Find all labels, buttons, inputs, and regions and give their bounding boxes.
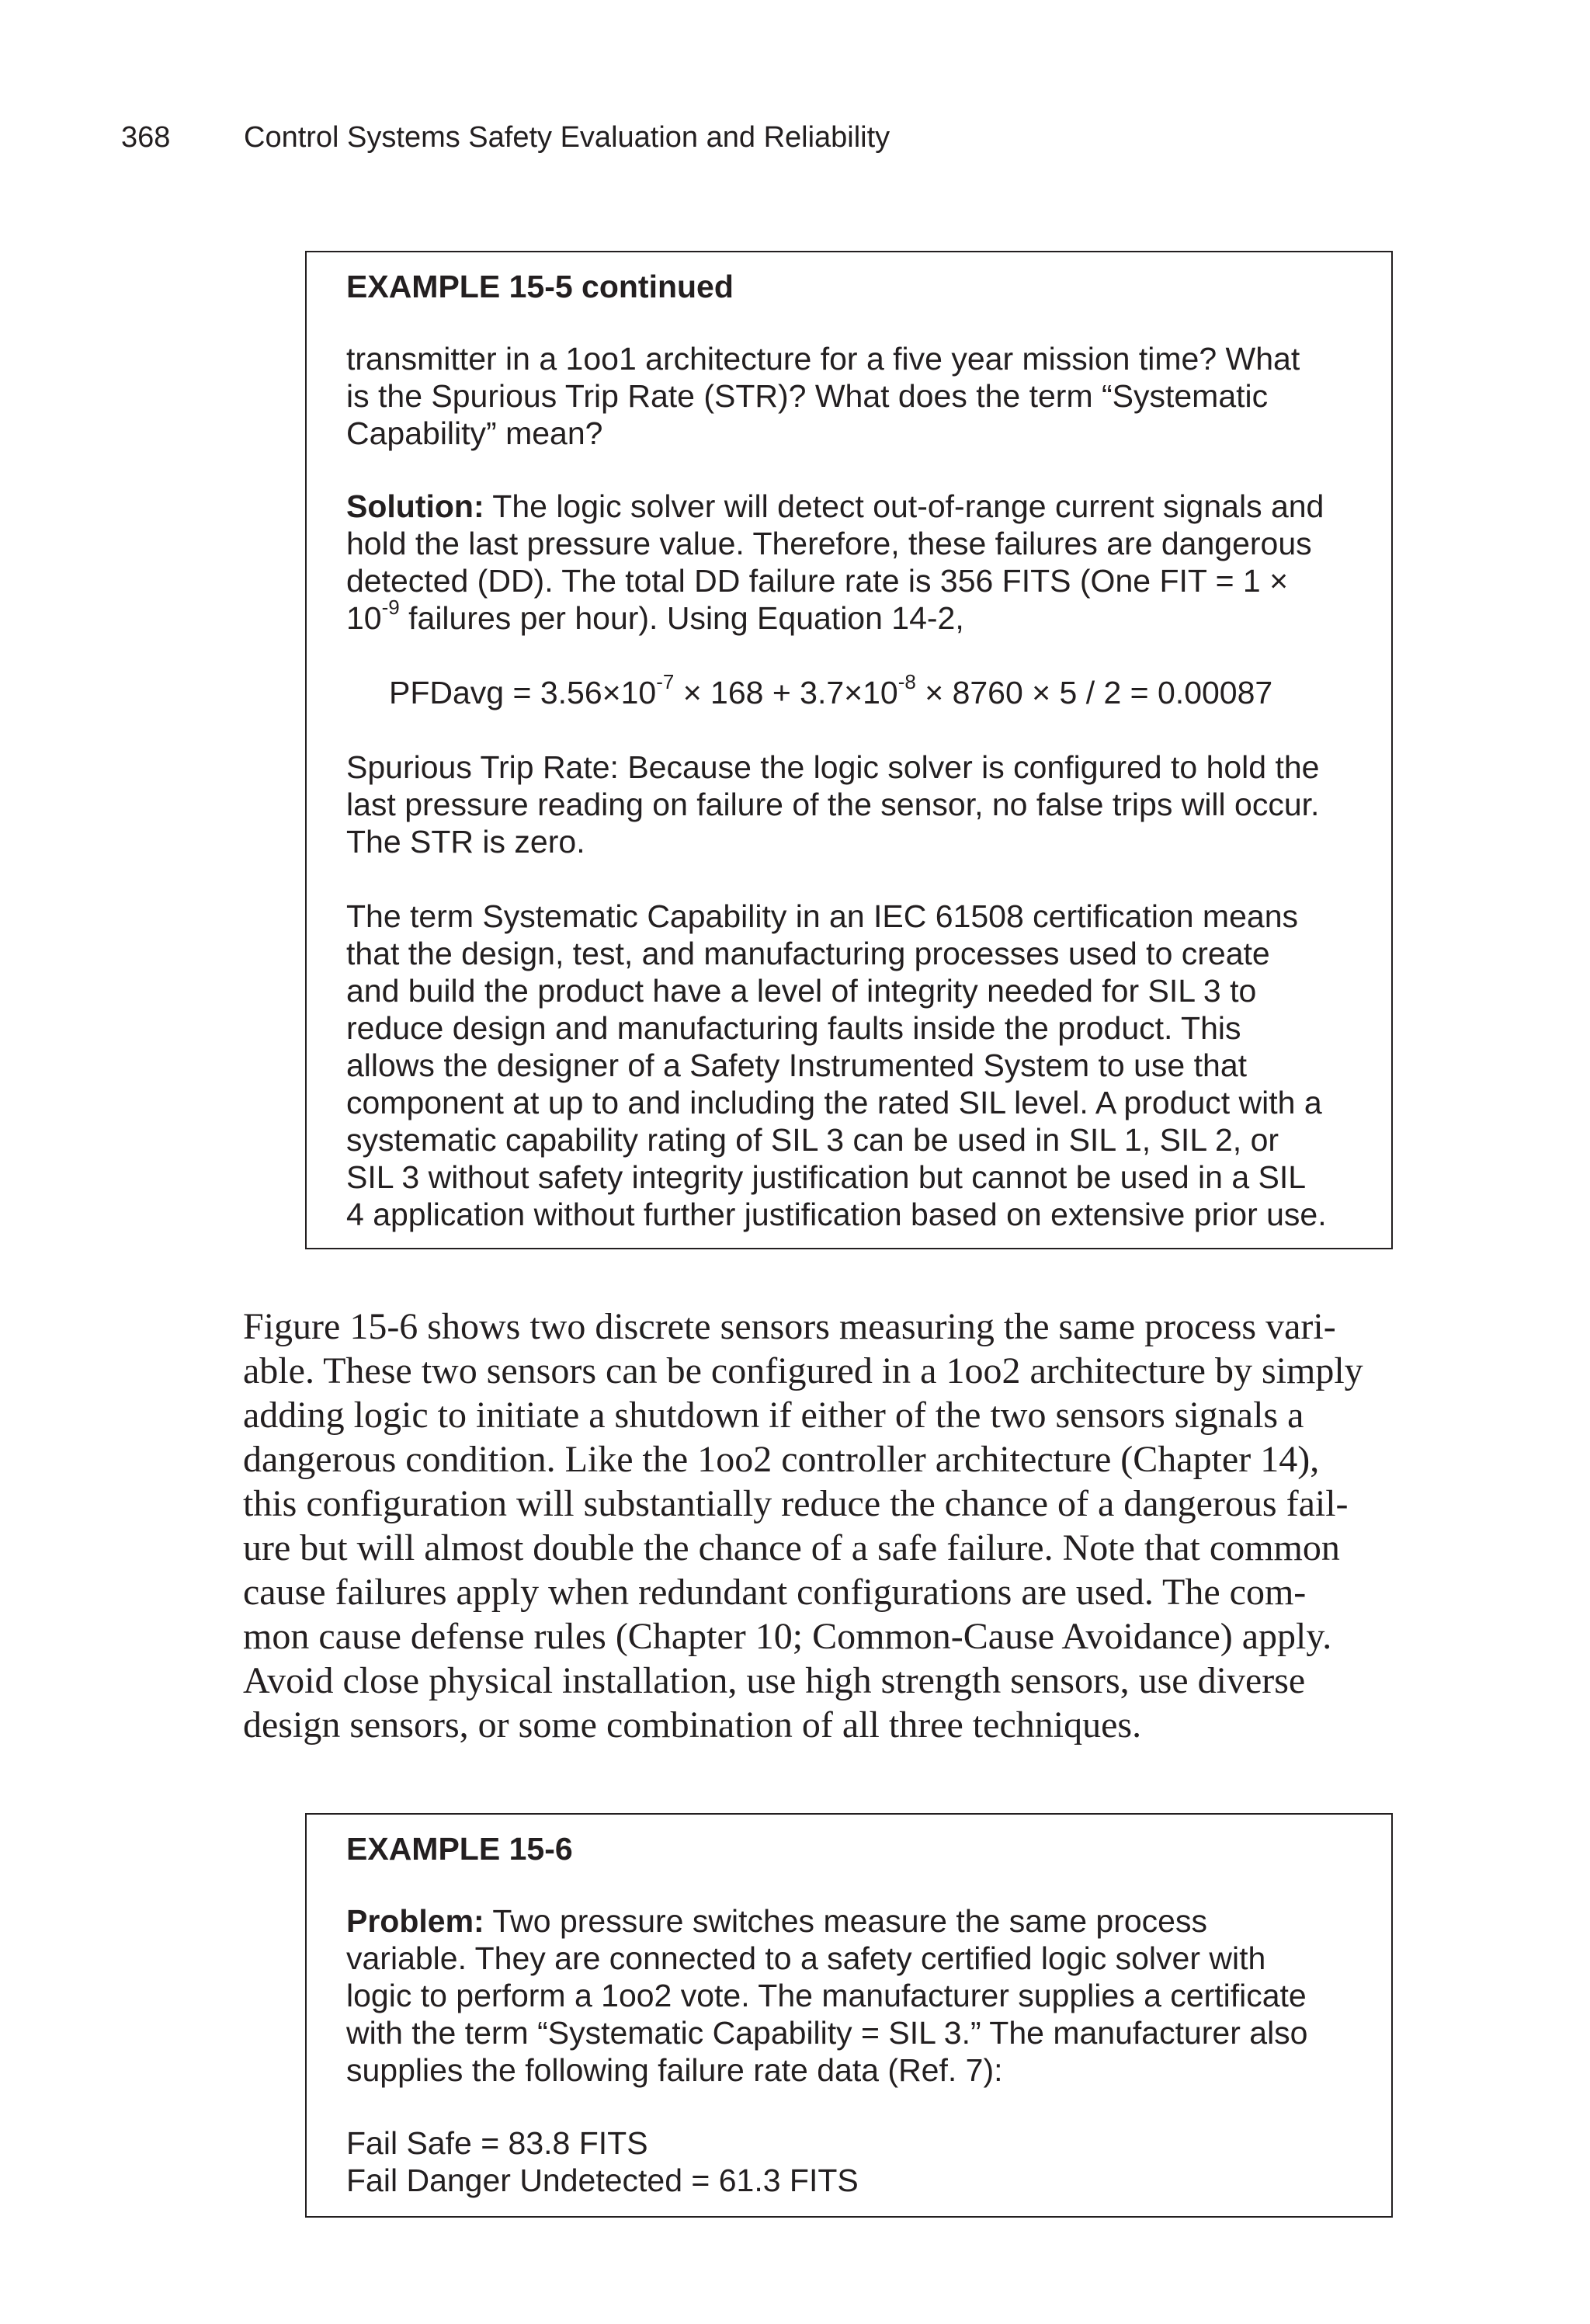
sc-line: allows the designer of a Safety Instrumented System to use that: [346, 1047, 1248, 1083]
solution-label: Solution:: [346, 488, 484, 524]
solution-text: failures per hour). Using Equation 14-2,: [399, 600, 964, 636]
sc-line: and build the product have a level of integrity needed for SIL 3 to: [346, 973, 1257, 1009]
problem-label: Problem:: [346, 1903, 484, 1939]
str-line: The STR is zero.: [346, 824, 585, 860]
example-title: EXAMPLE 15-5 continued: [346, 269, 734, 304]
problem-line: variable. They are connected to a safety certified logic solver with: [346, 1940, 1266, 1976]
sc-line: that the design, test, and manufacturing processes used to create: [346, 936, 1270, 971]
failure-rate-line: Fail Safe = 83.8 FITS: [346, 2125, 648, 2161]
body-line: Avoid close physical installation, use high strength sensors, use diverse: [243, 1660, 1306, 1701]
page-number: 368: [121, 121, 171, 154]
solution-line: [346, 488, 1324, 525]
problem-text: Two pressure switches measure the same process: [484, 1903, 1207, 1939]
exponent: -7: [656, 670, 675, 694]
solution-text: The logic solver will detect out-of-range current signals and: [484, 488, 1324, 524]
body-line: mon cause defense rules (Chapter 10; Common-Cause Avoidance) apply.: [243, 1616, 1332, 1657]
body-line: able. These two sensors can be configured in a 1oo2 architecture by simply: [243, 1350, 1363, 1391]
running-header: [121, 120, 890, 155]
body-line: ure but will almost double the chance of a safe failure. Note that common: [243, 1527, 1340, 1568]
problem-line: Capability” mean?: [346, 415, 603, 451]
exponent: -9: [381, 596, 400, 620]
sc-line: systematic capability rating of SIL 3 can be used in SIL 1, SIL 2, or: [346, 1122, 1279, 1158]
solution-text: 10: [346, 600, 382, 636]
failure-rate-line: Fail Danger Undetected = 61.3 FITS: [346, 2162, 859, 2198]
pfd-equation: [389, 670, 1273, 711]
body-line: Figure 15-6 shows two discrete sensors measuring the same process vari-: [243, 1306, 1336, 1347]
solution-line: hold the last pressure value. Therefore, these failures are dangerous: [346, 526, 1312, 561]
sc-line: component at up to and including the rated SIL level. A product with a: [346, 1085, 1322, 1120]
body-line: cause failures apply when redundant configurations are used. The com-: [243, 1572, 1307, 1613]
sc-line: SIL 3 without safety integrity justification but cannot be used in a SIL: [346, 1159, 1307, 1195]
problem-line: with the term “Systematic Capability = SIL 3.” The manufacturer also: [346, 2015, 1308, 2051]
sc-line: 4 application without further justification based on extensive prior use.: [346, 1197, 1327, 1232]
solution-line: detected (DD). The total DD failure rate is 356 FITS (One FIT = 1 ×: [346, 563, 1289, 599]
body-line: adding logic to initiate a shutdown if either of the two sensors signals a: [243, 1395, 1304, 1436]
str-line: last pressure reading on failure of the sensor, no false trips will occur.: [346, 787, 1320, 822]
book-title: Control Systems Safety Evaluation and Reliability: [244, 121, 890, 154]
problem-line: logic to perform a 1oo2 vote. The manufacturer supplies a certificate: [346, 1978, 1307, 2013]
example-title: EXAMPLE 15-6: [346, 1831, 573, 1867]
problem-line: [346, 1902, 1207, 1940]
body-line: design sensors, or some combination of all three techniques.: [243, 1704, 1142, 1746]
example-box-15-5: [305, 251, 1393, 1249]
solution-line: [346, 596, 964, 637]
body-paragraph: [243, 1304, 1363, 1747]
problem-line: is the Spurious Trip Rate (STR)? What does the term “Systematic: [346, 378, 1269, 414]
sc-line: The term Systematic Capability in an IEC 61508 certification means: [346, 898, 1298, 934]
equation-part: × 168 + 3.7×10: [674, 675, 898, 710]
body-line: dangerous condition. Like the 1oo2 controller architecture (Chapter 14),: [243, 1439, 1320, 1480]
equation-part: × 8760 × 5 / 2 = 0.00087: [915, 675, 1273, 710]
sc-line: reduce design and manufacturing faults inside the product. This: [346, 1010, 1241, 1046]
str-line: Spurious Trip Rate: Because the logic solver is configured to hold the: [346, 749, 1320, 785]
problem-line: supplies the following failure rate data (Ref. 7):: [346, 2052, 1003, 2088]
equation-part: PFDavg = 3.56×10: [389, 675, 657, 710]
problem-line: transmitter in a 1oo1 architecture for a five year mission time? What: [346, 341, 1300, 377]
exponent: -8: [897, 670, 916, 694]
example-box-15-6: [305, 1813, 1393, 2218]
body-line: this configuration will substantially reduce the chance of a dangerous fail-: [243, 1483, 1349, 1524]
